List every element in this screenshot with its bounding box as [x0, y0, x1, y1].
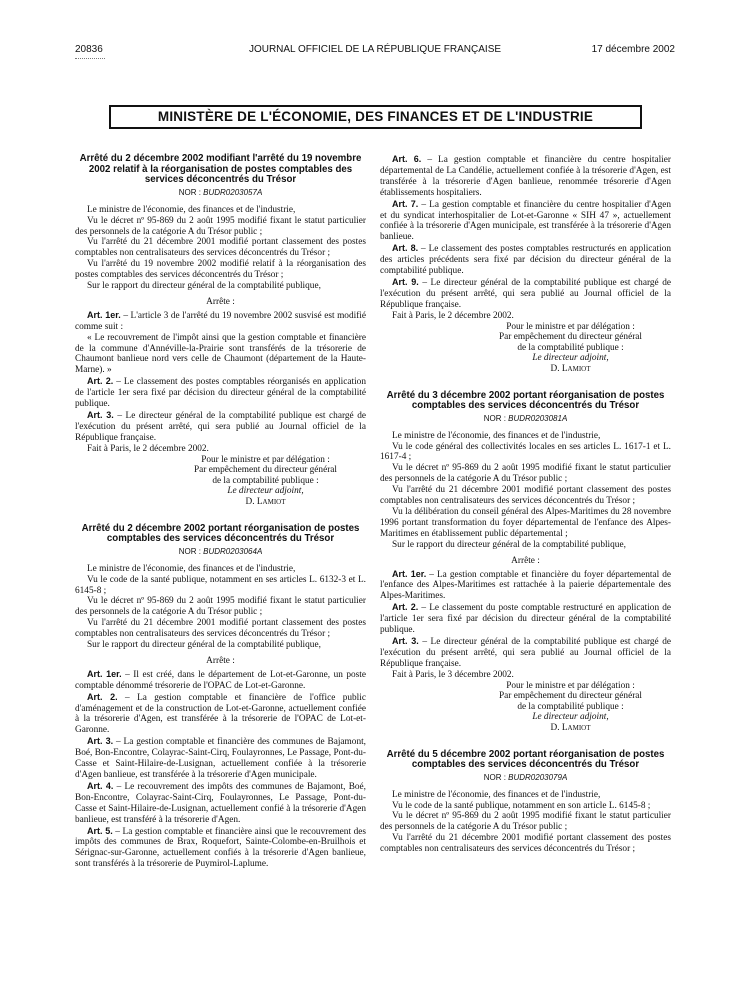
article-text: – Le classement des postes comptables réorganisés en application de l'article 1er sera fixé par décision du directeur général de la comptabilité publique. — [75, 377, 366, 410]
article-label: Art. 2. — [87, 376, 114, 387]
article-label: Art. 6. — [392, 154, 422, 164]
article-text: – Le directeur général de la comptabilité publique est chargé de l'exécution du présent arrêté, qui sera publié au Journal officiel de la République française. — [75, 411, 366, 443]
signature-block — [75, 455, 366, 508]
article-label: Art. 3. — [87, 410, 114, 420]
article-label: Art. 3. — [87, 736, 114, 747]
preamble-line: Vu le décret nº 95-869 du 2 août 1995 modifié fixant le statut particulier des personnels de la catégorie A du Trésor public ; — [75, 215, 366, 237]
preamble-line: Le ministre de l'économie, des finances et de l'industrie, — [87, 563, 296, 574]
decree-nor — [75, 188, 366, 199]
article-text: – Le classement du poste comptable restructuré en application de l'article 1er sera fixé par décision du directeur général de la comptabilité publique. — [380, 603, 671, 636]
article-text: – La gestion comptable et financière du foyer départemental de l'enfance des Alpes-Maritimes est rattachée à la paierie départementale des Alpes-Maritimes. — [380, 569, 671, 602]
article-text: – La gestion comptable et financière du centre hospitalier d'Agen et du syndicat interhospitalier de Lot-et-Garonne « SIH 47 », actuellement confiée à la trésorerie d'Agen municipale, est transférée à la trésorerie d'Agen banlieue. — [380, 199, 671, 243]
article-text: – La gestion comptable et financière de l'office public d'aménagement et de la construction de Lot-et-Garonne, actuellement confiée à la trésorerie d'Agen, est transférée à la trésorerie de l'OPAC de Lot-et-Garonne. — [75, 692, 366, 736]
preamble-line: Sur le rapport du directeur général de la comptabilité publique, — [87, 281, 321, 292]
ministry-banner: MINISTÈRE DE L'ÉCONOMIE, DES FINANCES ET DE L'INDUSTRIE — [109, 105, 642, 129]
article-label: Art. 1er. — [87, 309, 121, 320]
preamble-line: Le ministre de l'économie, des finances et de l'industrie, — [392, 430, 601, 441]
nor-code: BUDR0203057A — [203, 187, 263, 197]
decree-title: Arrêté du 3 décembre 2002 portant réorganisation de postes comptables des services déconcentrés du Trésor — [386, 389, 665, 412]
done-at: Fait à Paris, le 2 décembre 2002. — [392, 310, 514, 321]
arrete-heading: Arrête : — [511, 555, 540, 566]
preamble-line: Le ministre de l'économie, des finances et de l'industrie, — [87, 204, 296, 215]
journal-title: JOURNAL OFFICIEL DE LA RÉPUBLIQUE FRANÇAISE — [248, 44, 502, 55]
signature-line: Par empêchement du directeur général — [499, 691, 642, 702]
nor-code: BUDR0203081A — [508, 413, 568, 423]
article — [380, 602, 671, 636]
article — [75, 410, 366, 444]
header-rule — [75, 58, 105, 59]
nor-code: BUDR0203079A — [508, 772, 568, 782]
article-label: Art. 8. — [392, 243, 419, 254]
article-text: – Le classement des postes comptables restructurés en application des articles précédents sera fixé par décision du directeur général de la comptabilité publique. — [380, 244, 671, 277]
article-text: – Le directeur général de la comptabilité publique est chargé de l'exécution du présent arrêté, qui sera publié au Journal officiel de la République française. — [380, 277, 671, 310]
preamble-line: Vu le code général des collectivités locales en ses articles L. 1617-1 et L. 1617-4 ; — [380, 441, 671, 463]
article — [75, 669, 366, 692]
article-label: Art. 2. — [392, 602, 419, 613]
article — [75, 826, 366, 871]
preamble-line: Vu le code de la santé publique, notamment en son article L. 6145-8 ; — [392, 800, 651, 811]
page-number: 20836 — [75, 44, 103, 55]
article-label: Art. 9. — [392, 276, 419, 287]
signature-line: Pour le ministre et par délégation : — [506, 680, 635, 691]
signature-line: Par empêchement du directeur général — [194, 465, 337, 476]
signer-name: D. Lamiot — [245, 497, 286, 507]
nor-label: NOR : — [178, 546, 204, 556]
preamble-line: Vu le décret nº 95-869 du 2 août 1995 modifié fixant le statut particulier des personnels de la catégorie A du Trésor public ; — [380, 463, 671, 485]
preamble-line: Vu l'arrêté du 21 décembre 2001 modifié portant classement des postes comptables non centralisateurs des services déconcentrés du Trésor ; — [380, 833, 671, 855]
signature-block — [380, 322, 671, 375]
article-text: – Le recouvrement des impôts des communes de Bajamont, Boé, Bon-Encontre, Colayrac-Saint-Cirq, Foulayronnes, Le Passage, Pont-du-Casse et Saint-Hilaire-de-Lusignan, actuellement confié à la trésorerie d'Agen banlieue, est transféré à la trésorerie d'Agen. — [75, 781, 366, 825]
arrete-heading: Arrête : — [206, 655, 235, 666]
article — [380, 636, 671, 670]
done-at: Fait à Paris, le 3 décembre 2002. — [392, 669, 514, 680]
article-text: – L'article 3 de l'arrêté du 19 novembre 2002 susvisé est modifié comme suit : — [75, 310, 366, 332]
article-label: Art. 7. — [392, 198, 419, 209]
article — [75, 692, 366, 737]
article-text: – La gestion comptable et financière ainsi que le recouvrement des impôts des communes de Brax, Roquefort, Sainte-Colombe-en-Bruilhois et Sérignac-sur-Garonne, actuellement confiés à la trésorerie d'Agen banlieue, sont transférés à la trésorerie de Puymirol-Laplume. — [75, 826, 366, 870]
article-label: Art. 5. — [87, 825, 113, 836]
signer-name: D. Lamiot — [550, 722, 591, 733]
signature-line: de la comptabilité publique : — [517, 342, 624, 353]
article — [380, 243, 671, 277]
article-text: – Le directeur général de la comptabilité publique est chargé de l'exécution du présent arrêté, qui sera publié au Journal officiel de la République française. — [380, 636, 671, 669]
preamble-line: Sur le rapport du directeur général de la comptabilité publique, — [392, 539, 626, 550]
signature-line: Pour le ministre et par délégation : — [506, 321, 635, 332]
article-text: – Il est créé, dans le département de Lot-et-Garonne, un poste comptable dénommé trésorerie de l'OPAC de Lot-et-Garonne. — [75, 669, 366, 691]
article-label: Art. 3. — [392, 635, 419, 646]
article — [380, 154, 671, 199]
decree-title: Arrêté du 2 décembre 2002 portant réorganisation de postes comptables des services déconcentrés du Trésor — [81, 522, 360, 545]
article — [75, 310, 366, 333]
done-at: Fait à Paris, le 2 décembre 2002. — [87, 443, 209, 454]
signature-line: Par empêchement du directeur général — [499, 332, 642, 343]
preamble-line: Vu le décret nº 95-869 du 2 août 1995 modifié fixant le statut particulier des personnels de la catégorie A du Trésor public ; — [380, 811, 671, 833]
article — [75, 376, 366, 410]
preamble-line: Vu l'arrêté du 21 décembre 2001 modifié portant classement des postes comptables non centralisateurs des services déconcentrés du Trésor ; — [380, 485, 671, 507]
nor-label: NOR : — [483, 413, 509, 423]
decree-nor — [75, 547, 366, 558]
article — [75, 736, 366, 781]
nor-label: NOR : — [178, 187, 204, 197]
nor-code: BUDR0203064A — [203, 546, 263, 556]
article-quote: « Le recouvrement de l'impôt ainsi que la gestion comptable et financière de la commune d'Annéville-la-Prairie sont transférés de la trésorerie de Chaumont banlieue nord vers celle de Chaumont (département de la Haute-Marne). » — [75, 332, 366, 376]
article-label: Art. 4. — [87, 780, 114, 791]
preamble-line: Sur le rapport du directeur général de la comptabilité publique, — [87, 640, 321, 651]
signer-title: Le directeur adjoint, — [532, 353, 609, 364]
preamble-line: Vu le décret nº 95-869 du 2 août 1995 modifié fixant le statut particulier des personnels de la catégorie A du Trésor public ; — [75, 596, 366, 618]
article — [380, 569, 671, 603]
preamble-line: Vu l'arrêté du 21 décembre 2001 modifié portant classement des postes comptables non centralisateurs des services déconcentrés du Trésor ; — [75, 618, 366, 640]
article — [380, 277, 671, 311]
nor-label: NOR : — [483, 772, 509, 782]
signature-line: de la comptabilité publique : — [212, 475, 319, 486]
article — [75, 781, 366, 826]
signer-title: Le directeur adjoint, — [532, 712, 609, 723]
article-label: Art. 1er. — [87, 668, 122, 679]
right-column — [380, 154, 671, 855]
article-label: Art. 2. — [87, 691, 118, 702]
signature-block — [380, 681, 671, 734]
preamble-line: Le ministre de l'économie, des finances et de l'industrie, — [392, 789, 601, 800]
arrete-heading: Arrête : — [206, 296, 235, 307]
signature-line: de la comptabilité publique : — [517, 701, 624, 712]
article-text: – La gestion comptable et financière des communes de Bajamont, Boé, Bon-Encontre, Colayrac-Saint-Cirq, Foulayronnes, Le Passage, Pont-du-Casse et Saint-Hilaire-de-Lusignan, actuellement confiée à la trésorerie d'Agen banlieue, est transférée à la trésorerie d'Agen municipale. — [75, 737, 366, 780]
decree-nor — [380, 773, 671, 784]
signer-name: D. Lamiot — [550, 363, 591, 374]
signature-line: Pour le ministre et par délégation : — [201, 454, 330, 465]
preamble-line: Vu l'arrêté du 19 novembre 2002 modifié relatif à la réorganisation des postes comptables des services déconcentrés du Trésor ; — [75, 259, 366, 281]
page-header — [75, 44, 675, 58]
signer-title: Le directeur adjoint, — [227, 486, 304, 497]
preamble-line: Vu la délibération du conseil général des Alpes-Maritimes du 28 novembre 1996 portant transformation du foyer départemental de l'enfance des Alpes-Maritimes en établissement public départemental ; — [380, 507, 671, 539]
preamble-line: Vu l'arrêté du 21 décembre 2001 modifié portant classement des postes comptables non centralisateurs des services déconcentrés du Trésor ; — [75, 237, 366, 259]
decree-title: Arrêté du 5 décembre 2002 portant réorganisation de postes comptables des services déconcentrés du Trésor — [386, 748, 665, 771]
issue-date: 17 décembre 2002 — [591, 44, 675, 55]
decree-nor — [380, 414, 671, 425]
article-label: Art. 1er. — [392, 568, 427, 579]
decree-title: Arrêté du 2 décembre 2002 modifiant l'arrêté du 19 novembre 2002 relatif à la réorganisation de postes comptables des services déconcentrés du Trésor — [79, 153, 362, 186]
left-column — [75, 154, 366, 870]
preamble-line: Vu le code de la santé publique, notamment en ses articles L. 6132-3 et L. 6145-8 ; — [75, 574, 366, 596]
article — [380, 199, 671, 244]
article-text: – La gestion comptable et financière du centre hospitalier départemental de La Candélie, actuellement confiée à la trésorerie d'Agen, est transférée à la trésorerie d'Agen banlieue, renommée trésorerie d'Agen établissements hospitaliers. — [380, 155, 671, 198]
